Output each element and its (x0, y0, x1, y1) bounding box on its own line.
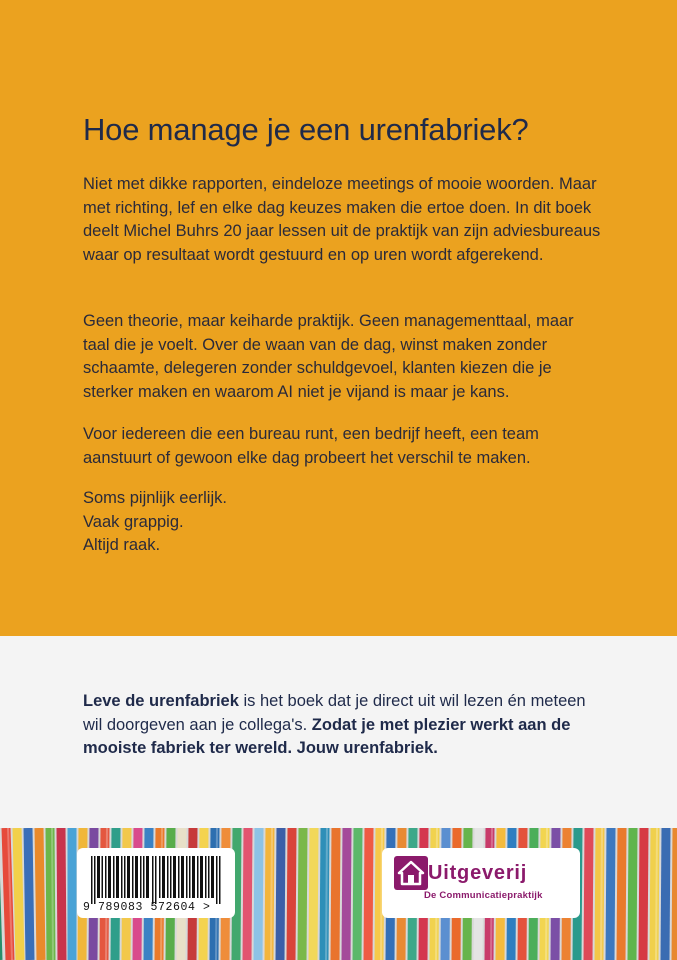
blurb-middle: is het boek dat je direct uit wil lezen én meteen wil doorgeven aan je collega's. (83, 692, 586, 734)
cover-paragraph-1: Niet met dikke rapporten, eindeloze meetings of mooie woorden. Maar met richting, lef en elke dag keuzes maken die ertoe doen. In dit boek deelt Michel Buhrs 20 jaar lessen uit de praktijk van zijn adviesbureaus waar op resultaat wordt gestuurd en op uren wordt afgerekend. (83, 175, 601, 264)
publisher-name: Uitgeverij (428, 862, 528, 884)
blurb-tagline: Zodat je met plezier werkt aan de mooiste fabriek ter wereld. Jouw urenfabriek. (83, 715, 571, 757)
closing-line-3: Altijd raak. (83, 536, 161, 554)
barcode-icon (91, 856, 221, 904)
house-icon (394, 856, 428, 890)
cover-title: Hoe manage je een urenfabriek? (83, 112, 529, 147)
closing-lines (83, 487, 603, 558)
publisher-subtitle: De Communicatiepraktijk (424, 890, 543, 901)
cover-paragraph-3: Voor iedereen die een bureau runt, een bedrijf heeft, een team aanstuurt of gewoon elke dag probeert het verschil te maken. (83, 425, 539, 467)
isbn-number: 9 789083 572604 > (83, 901, 211, 914)
closing-line-2: Vaak grappig. (83, 512, 184, 531)
blurb-book-title: Leve de urenfabriek (83, 692, 239, 710)
publisher-label (382, 848, 580, 918)
barcode-label (77, 848, 235, 918)
blurb-text (83, 690, 603, 761)
cover-paragraph-2: Geen theorie, maar keiharde praktijk. Geen managementtaal, maar taal die je voelt. Over de waan van de dag, winst maken zonder schaamte, delegeren zonder schuldgevoel, klanten kiezen die je sterker maken en waarom AI niet je vijand is maar je kans. (83, 312, 574, 401)
closing-line-1: Soms pijnlijk eerlijk. (83, 489, 227, 507)
